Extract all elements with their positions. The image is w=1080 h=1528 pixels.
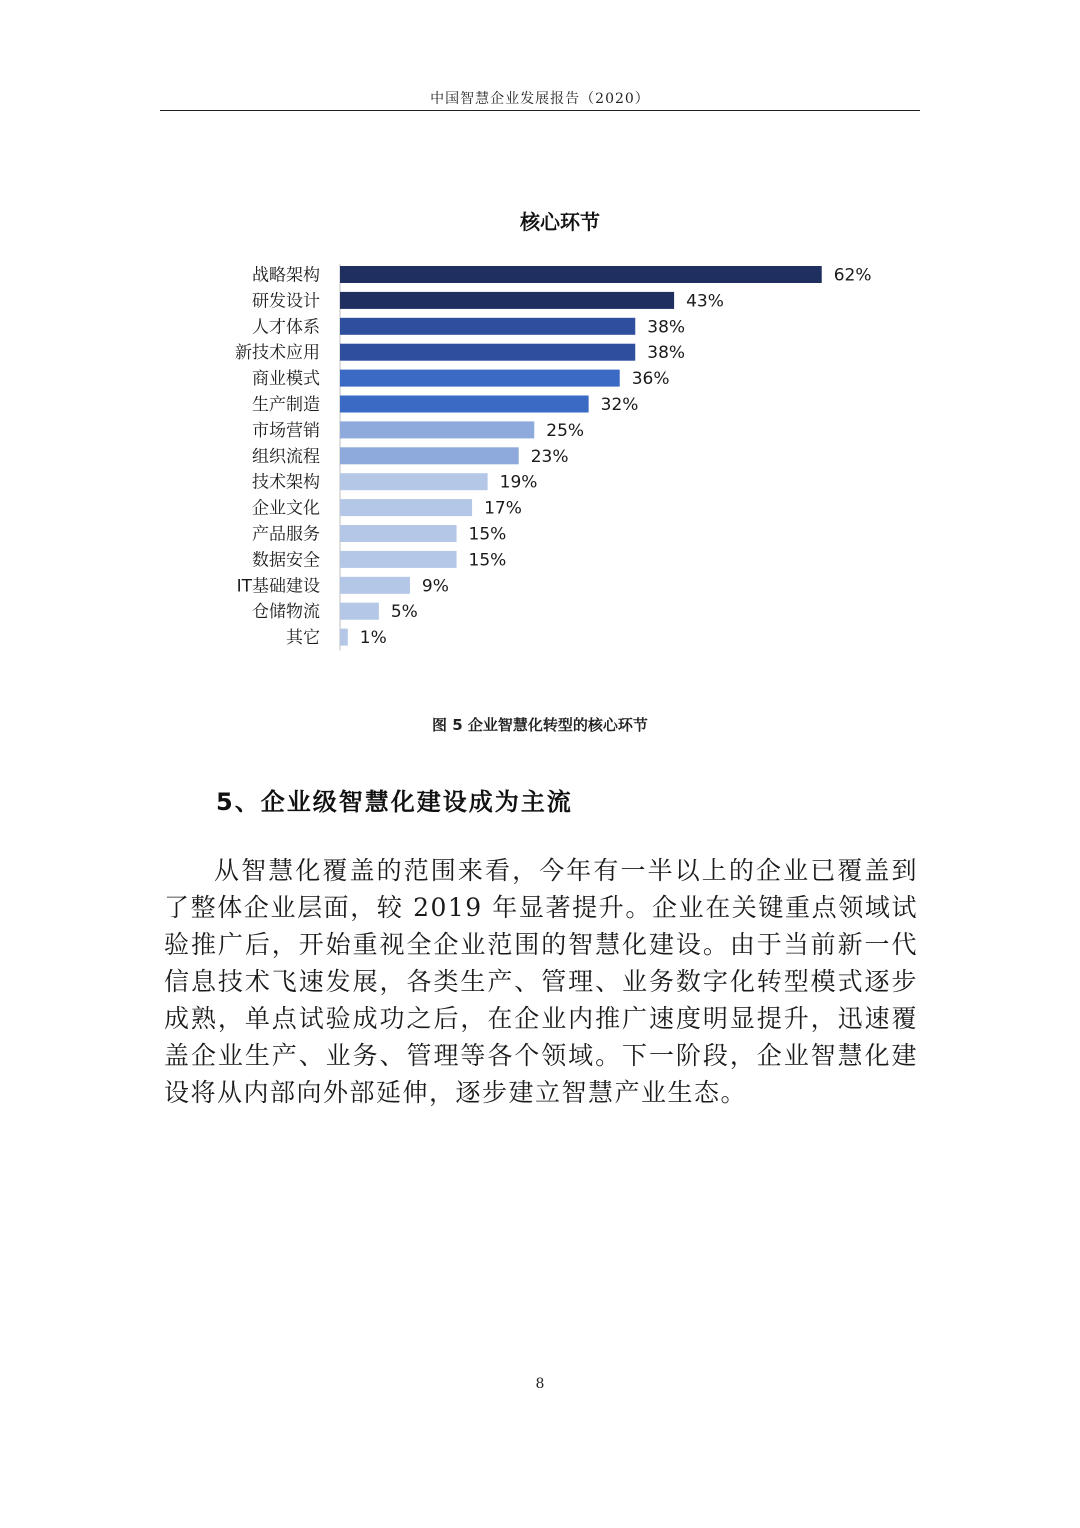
value-label: 17% (484, 498, 522, 519)
page-number: 8 (535, 1376, 545, 1392)
bar (340, 525, 457, 542)
category-label: 市场营销 (252, 420, 320, 441)
figure-caption: 图 5 企业智慧化转型的核心环节 (432, 716, 648, 734)
category-label: 生产制造 (252, 395, 320, 415)
category-label: 新技术应用 (235, 343, 320, 364)
category-label: 商业模式 (252, 369, 320, 390)
value-label: 23% (530, 446, 569, 467)
bar (340, 577, 410, 594)
section-heading: 5、企业级智慧化建设成为主流 (216, 788, 573, 816)
bar (340, 344, 635, 361)
category-label: 战略架构 (252, 265, 320, 286)
value-label: 36% (631, 369, 670, 390)
bar (340, 499, 472, 516)
value-label: 5% (390, 602, 418, 623)
bar (340, 292, 674, 309)
bar (340, 421, 534, 438)
bar-chart (220, 256, 900, 656)
category-label: 技术架构 (252, 472, 320, 493)
header-divider (160, 110, 920, 111)
category-label: 其它 (286, 628, 320, 649)
bar (340, 447, 519, 464)
value-label: 38% (647, 317, 686, 338)
value-label: 15% (468, 524, 507, 545)
category-label: 数据安全 (252, 550, 320, 571)
category-label: 产品服务 (252, 524, 320, 545)
value-label: 38% (647, 343, 686, 364)
bar (340, 318, 635, 335)
bar (340, 551, 457, 568)
value-label: 15% (468, 550, 507, 571)
value-label: 32% (600, 395, 639, 415)
category-label: 企业文化 (252, 498, 320, 519)
value-label: 9% (421, 576, 449, 597)
category-label: 组织流程 (252, 446, 320, 467)
bar (340, 603, 379, 620)
category-label: 研发设计 (252, 291, 320, 312)
running-header: 中国智慧企业发展报告（2020） (430, 91, 650, 107)
value-label: 1% (359, 628, 387, 649)
value-label: 62% (833, 265, 872, 286)
bar (340, 396, 589, 413)
category-label: 人才体系 (252, 317, 320, 338)
value-label: 25% (546, 420, 585, 441)
value-label: 43% (686, 291, 724, 312)
bar (340, 370, 620, 387)
category-label: 仓储物流 (252, 602, 320, 623)
bar (340, 629, 348, 646)
bar (340, 473, 488, 490)
body-paragraph: 从智慧化覆盖的范围来看，今年有一半以上的企业已覆盖到了整体企业层面，较 2019 年显著提升。企业在关键重点领域试验推广后，开始重视全企业范围的智慧化建设。由于当前新一代信息技术飞速发展，各类生产、管理、业务数字化转型模式逐步成熟，单点试验成功之后，在企业内推广速度明显提升，迅速覆盖企业生产、业务、管理等各个领域。下一阶段，企业智慧化建设将从内部向外部延伸，逐步建立智慧产业生态。 (164, 856, 918, 1107)
chart-title: 核心环节 (520, 210, 600, 234)
category-label: IT基础建设 (236, 576, 320, 597)
value-label: 19% (499, 472, 538, 493)
bar (340, 266, 822, 283)
